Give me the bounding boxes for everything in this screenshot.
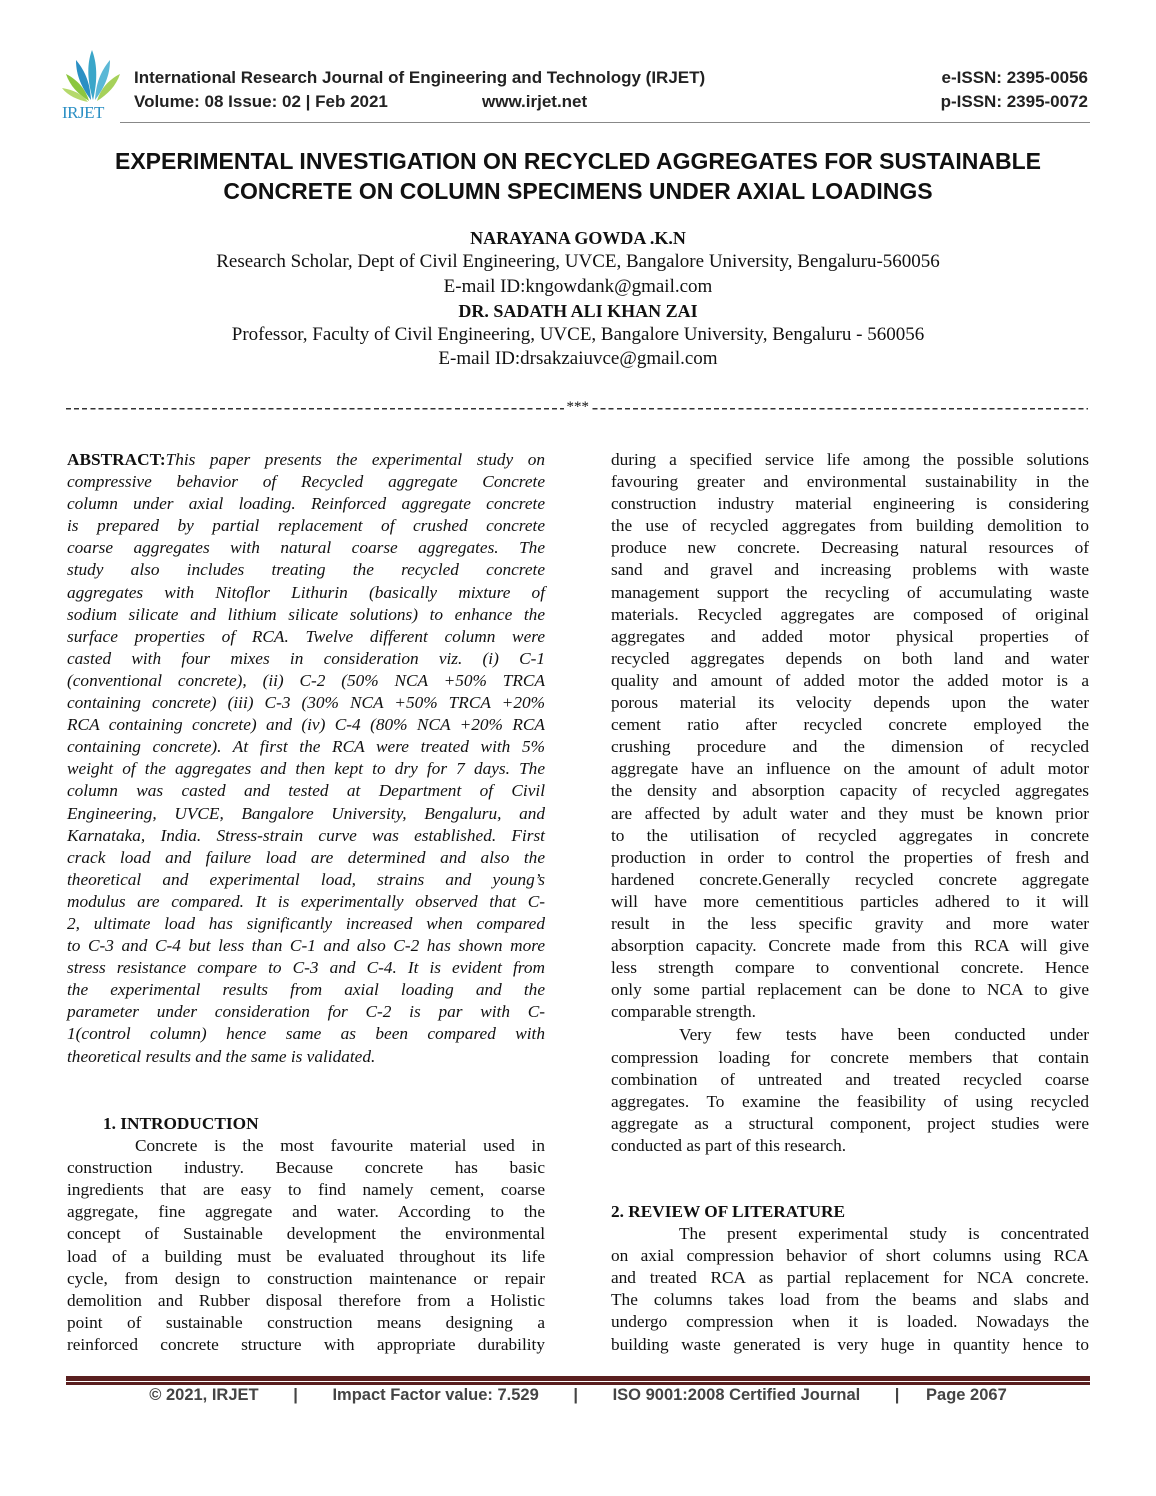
text-line: modulus are compared. It is experimentally observed that C-	[67, 891, 545, 911]
text-line: sand and gravel and increasing problems with waste	[611, 560, 1089, 580]
text-line: Very few tests have been conducted under	[679, 1025, 1089, 1045]
author-affiliation: Professor, Faculty of Civil Engineering, UVCE, Bangalore University, Bengaluru - 560056	[231, 324, 925, 346]
text-line: theoretical results and the same is validated.	[67, 1046, 376, 1066]
author-email: E-mail ID:drsakzaiuvce@gmail.com	[438, 348, 718, 370]
author-affiliation: Research Scholar, Dept of Civil Engineering, UVCE, Bangalore University, Bengaluru-560056	[216, 251, 940, 273]
review-heading: 2. REVIEW OF LITERATURE	[611, 1202, 845, 1221]
page-footer	[0, 1386, 1156, 1405]
text-line: The present experimental study is concentrated	[679, 1224, 1089, 1244]
text-line: 2, ultimate load has significantly increased when compared	[67, 913, 545, 933]
separator-stars: ***	[565, 399, 589, 415]
text-line: crushing procedure and the dimension of recycled	[611, 737, 1089, 757]
text-line: Karnataka, India. Stress-strain curve was established. First	[67, 825, 545, 845]
introduction-section	[67, 1113, 545, 1356]
text-line: The columns takes load from the beams and slabs and	[611, 1290, 1089, 1310]
text-line: point of sustainable construction means designing a	[67, 1312, 545, 1332]
text-line: construction industry. Because concrete has basic	[67, 1158, 545, 1178]
text-line: compressive behavior of Recycled aggregate Concrete	[67, 472, 545, 492]
introduction-text	[67, 1135, 545, 1356]
abstract-label: ABSTRACT:	[67, 450, 166, 469]
footer-divider: |	[573, 1386, 578, 1404]
leaf-logo-icon	[62, 48, 124, 104]
text-line: stress resistance compare to C-3 and C-4. It is evident from	[67, 958, 545, 978]
text-line: to the utilisation of recycled aggregates in concrete	[611, 825, 1089, 845]
text-line: aggregates with Nitoflor Lithurin (basically mixture of	[67, 582, 545, 602]
text-line: to C-3 and C-4 but less than C-1 and also C-2 has shown more	[67, 936, 545, 956]
text-line: produce new concrete. Decreasing natural resources of	[611, 538, 1089, 558]
text-line: are affected by adult water and they must be known prior	[611, 803, 1089, 823]
abstract-section	[67, 449, 545, 1068]
footer-impact-factor: Impact Factor value: 7.529	[332, 1386, 539, 1404]
journal-website[interactable]: www.irjet.net	[482, 92, 588, 111]
text-line: concept of Sustainable development the environmental	[67, 1224, 545, 1244]
text-line: casted with four mixes in consideration viz. (i) C-1	[67, 648, 545, 668]
text-line: will have more cementitious particles adhered to it will	[611, 891, 1089, 911]
text-line: comparable strength.	[611, 1002, 756, 1022]
abstract-text	[67, 449, 545, 1068]
text-line: the density and absorption capacity of recycled aggregates	[611, 781, 1089, 801]
text-line: quality and amount of added motor the added motor is a	[611, 670, 1089, 690]
footer-page-number: Page 2067	[926, 1386, 1007, 1404]
text-line: sodium silicate and lithium silicate solutions) to enhance the	[67, 604, 545, 624]
text-line: and treated RCA as partial replacement for NCA concrete.	[611, 1268, 1089, 1288]
intro-paragraph-2	[611, 1024, 1089, 1157]
author-block	[0, 226, 1156, 372]
intro-continued-paragraph	[611, 449, 1089, 1023]
review-text	[611, 1223, 1089, 1356]
text-line-content: This paper presents the experimental study on	[165, 450, 545, 469]
text-line: RCA containing concrete) and (iv) C-4 (80% NCA +20% RCA	[67, 715, 545, 735]
text-line: combination of untreated and treated recycled coarse	[611, 1069, 1089, 1089]
logo-text: IRJET	[62, 103, 104, 122]
text-line: Engineering, UVCE, Bangalore University, Bengaluru, and	[67, 803, 545, 823]
text-line	[67, 449, 545, 471]
text-line: weight of the aggregates and then kept to dry for 7 days. The	[67, 759, 545, 779]
text-line: undergo compression when it is loaded. Nowadays the	[611, 1312, 1089, 1332]
text-line: less strength compare to conventional concrete. Hence	[611, 958, 1089, 978]
text-line: surface properties of RCA. Twelve different column were	[67, 626, 545, 646]
text-line: aggregates. To examine the feasibility of using recycled	[611, 1091, 1089, 1111]
text-line: ingredients that are easy to find namely cement, coarse	[67, 1180, 545, 1200]
text-line: hardened concrete.Generally recycled concrete aggregate	[611, 869, 1089, 889]
text-line: containing concrete). At first the RCA were treated with 5%	[67, 737, 545, 757]
text-line: compression loading for concrete members that contain	[611, 1047, 1089, 1067]
text-line: 1(control column) hence same as been compared with	[67, 1024, 545, 1044]
introduction-heading: 1. INTRODUCTION	[103, 1114, 259, 1133]
author-name: DR. SADATH ALI KHAN ZAI	[458, 300, 698, 321]
text-line: conducted as part of this research.	[611, 1135, 847, 1155]
text-line: crack load and failure load are determined and also the	[67, 847, 545, 867]
text-line: load of a building must be evaluated throughout its life	[67, 1246, 545, 1266]
text-line: result in the less specific gravity and more water	[611, 913, 1089, 933]
e-issn: e-ISSN: 2395-0056	[941, 68, 1088, 87]
text-line: cement ratio after recycled concrete employed the	[611, 715, 1089, 735]
footer-iso: ISO 9001:2008 Certified Journal	[612, 1386, 861, 1404]
text-line: aggregate as a structural component, project studies were	[611, 1113, 1089, 1133]
text-line: aggregate have an influence on the amount of adult motor	[611, 759, 1089, 779]
journal-logo	[62, 48, 124, 122]
volume-issue: Volume: 08 Issue: 02 | Feb 2021	[134, 92, 388, 111]
right-column	[611, 449, 1089, 1356]
text-line: theoretical and experimental load, strains and young’s	[67, 869, 545, 889]
text-line: containing concrete) (iii) C-3 (30% NCA +50% TRCA +20%	[67, 693, 545, 713]
text-line: construction industry material engineering is considering	[611, 494, 1089, 514]
text-line: during a specified service life among the possible solutions	[611, 450, 1089, 469]
text-line: column was casted and tested at Department of Civil	[67, 781, 545, 801]
text-line: aggregates and added motor physical properties of	[611, 626, 1089, 646]
author-email: E-mail ID:kngowdank@gmail.com	[443, 275, 713, 297]
footer-rule	[66, 1376, 1090, 1382]
text-line: only some partial replacement can be done to NCA to give	[611, 980, 1089, 1000]
text-line: aggregate, fine aggregate and water. According to the	[67, 1202, 545, 1222]
text-line: the experimental results from axial loading and the	[67, 980, 545, 1000]
text-line: favouring greater and environmental sustainability in the	[611, 472, 1089, 492]
footer-copyright: © 2021, IRJET	[149, 1386, 259, 1404]
footer-divider: |	[894, 1386, 900, 1404]
text-line: absorption capacity. Concrete made from this RCA will give	[611, 936, 1089, 956]
text-line: demolition and Rubber disposal therefore from a Holistic	[67, 1290, 545, 1310]
journal-name: International Research Journal of Engineering and Technology (IRJET)	[134, 68, 706, 87]
text-line: parameter under consideration for C-2 is par with C-	[67, 1002, 545, 1022]
p-issn: p-ISSN: 2395-0072	[940, 92, 1088, 111]
author-name: NARAYANA GOWDA .K.N	[470, 228, 686, 248]
paper-title	[40, 146, 1116, 206]
footer-divider: |	[293, 1386, 298, 1404]
text-line: recycled aggregates depends on both land and water	[611, 648, 1089, 668]
text-line: production in order to control the properties of fresh and	[611, 847, 1089, 867]
text-line: (conventional concrete), (ii) C-2 (50% NCA +50% TRCA	[67, 670, 545, 690]
text-line: column under axial loading. Reinforced aggregate concrete	[67, 494, 545, 514]
section-separator	[66, 398, 1088, 418]
text-line: on axial compression behavior of short columns using RCA	[611, 1246, 1089, 1266]
text-line: is prepared by partial replacement of crushed concrete	[67, 516, 545, 536]
text-line: study also includes treating the recycled concrete	[67, 560, 545, 580]
text-line: management support the recycling of accumulating waste	[611, 582, 1089, 602]
text-line: Concrete is the most favourite material used in	[135, 1136, 545, 1156]
text-line: building waste generated is very huge in quantity hence to	[611, 1334, 1089, 1354]
text-line: the use of recycled aggregates from building demolition to	[611, 516, 1089, 536]
text-line: reinforced concrete structure with appropriate durability	[67, 1334, 545, 1354]
title-line-2: CONCRETE ON COLUMN SPECIMENS UNDER AXIAL LOADINGS	[223, 178, 933, 204]
text-line: cycle, from design to construction maintenance or repair	[67, 1268, 545, 1288]
text-line: materials. Recycled aggregates are composed of original	[611, 604, 1089, 624]
text-line: porous material its velocity depends upon the water	[611, 693, 1089, 713]
title-line-1: EXPERIMENTAL INVESTIGATION ON RECYCLED AGGREGATES FOR SUSTAINABLE	[114, 148, 1042, 174]
header-rule	[120, 122, 1090, 123]
text-line: coarse aggregates with natural coarse aggregates. The	[67, 538, 545, 558]
